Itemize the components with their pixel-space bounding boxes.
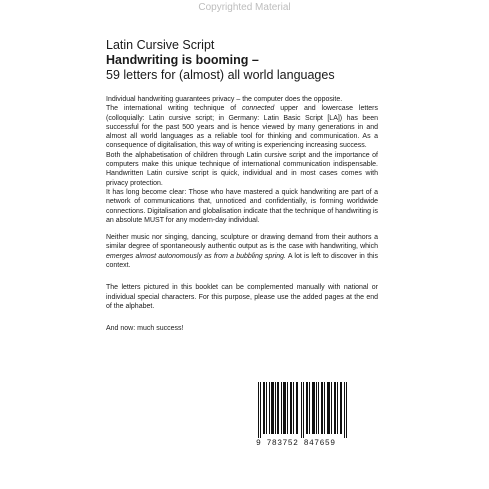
copyright-watermark: Copyrighted Material: [198, 2, 291, 13]
text-run: Neither music nor singing, dancing, sculpture or drawing demand from their authors a similar degree of spontaneously authentic output as is the case with handwriting, which: [106, 234, 378, 251]
text-run: The international writing technique of: [106, 105, 243, 113]
text-run: A lot is left to discover in this context.: [106, 252, 378, 270]
paragraph-network: It has long become clear: Those who have mastered a quick handwriting are part of a network of communications that, unnoticed and confidentially, is forming worldwide connections. Digitalisation and globalisation indicate that the technique of handwriting is an absolute MUST for any modern-day individual.: [106, 188, 378, 224]
isbn-barcode: [256, 382, 350, 448]
paragraph-spontaneity: [106, 233, 378, 270]
blurb: [106, 95, 378, 334]
book-title: Handwriting is booming –: [106, 53, 259, 67]
paragraph-technique: [106, 104, 378, 150]
isbn-number: 9 783752 847659: [256, 439, 336, 448]
paragraph-alphabetisation: Both the alphabetisation of children through Latin cursive script and the importance of computers make this unique technique of international communication indispensable. Handwritten Latin cursive script is quick, individual and in most cases comes with privacy protection.: [106, 151, 378, 187]
text-run: upper and lowercase letters (colloquially: Latin cursive script; in Germany: Latin Basic Script [LA]) has been successful for the past 500 years and is hence viewed by many generations in and almost all world languages as a reliable tool for thinking and communication. As a consequence of digitalisation, this way of writing is experiencing increasing success.: [106, 105, 378, 150]
paragraph-privacy: Individual handwriting guarantees privacy – the computer does the opposite.: [106, 96, 343, 103]
paragraph-closing: And now: much success!: [106, 325, 184, 333]
book-tagline: 59 letters for (almost) all world languages: [106, 68, 335, 82]
book-subtitle: Latin Cursive Script: [106, 38, 215, 52]
barcode-icon: [256, 382, 350, 438]
paragraph-complement: The letters pictured in this booklet can be complemented manually with national or individual special characters. For this purpose, please use the added pages at the end of the alphabet.: [106, 284, 378, 310]
emphasis-spring: emerges almost autonomously as from a bubbling spring.: [106, 252, 286, 260]
back-cover-text: [106, 38, 378, 334]
emphasis-connected: connected: [242, 105, 275, 113]
